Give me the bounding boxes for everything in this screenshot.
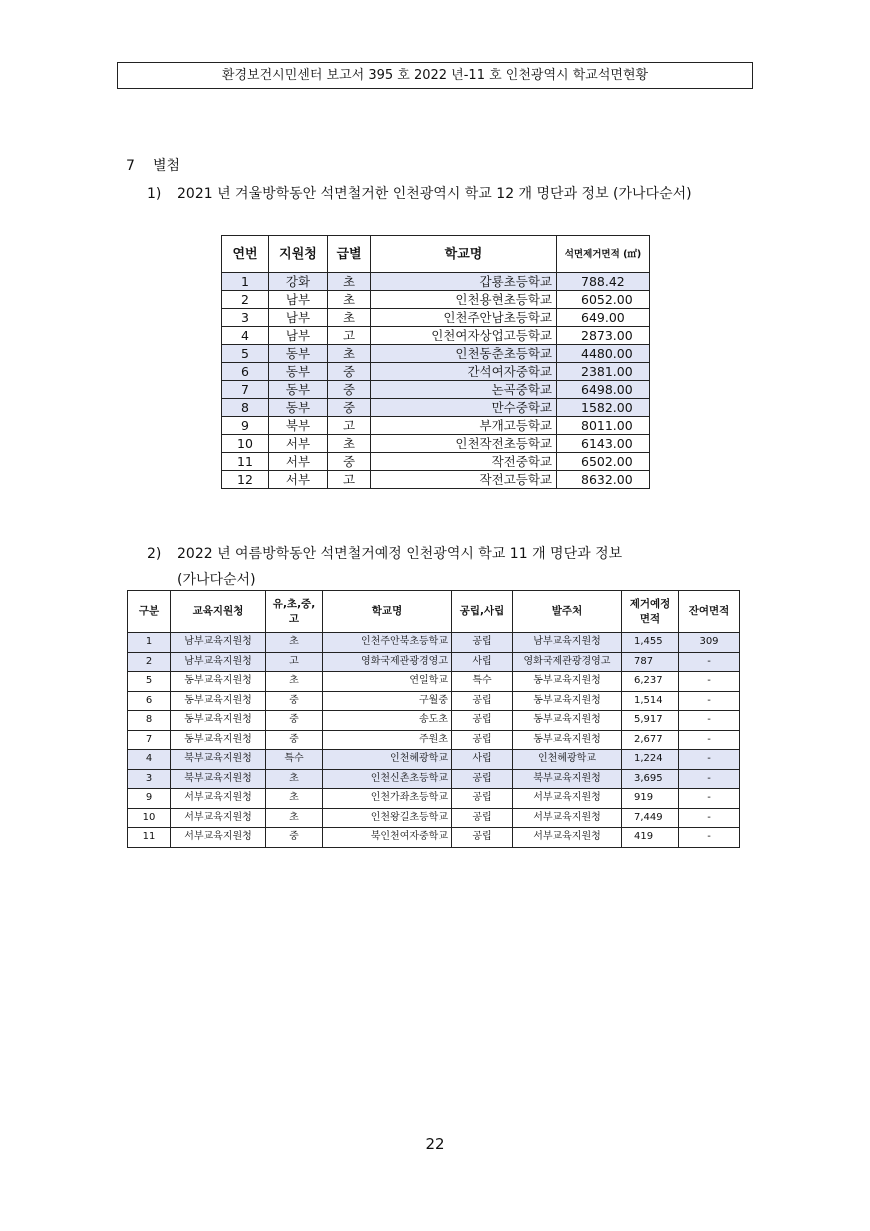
cell-office: 동부 — [269, 345, 328, 363]
cell-office: 동부 — [269, 363, 328, 381]
table-row — [222, 309, 650, 327]
cell-no: 4 — [128, 750, 171, 770]
cell-school: 인천주안남초등학교 — [371, 309, 557, 327]
cell-area: 2873.00 — [557, 327, 650, 345]
cell-school-name: 구월중 — [323, 691, 452, 711]
cell-school: 인천여자상업고등학교 — [371, 327, 557, 345]
cell-edu-office: 동부교육지원청 — [171, 672, 266, 692]
cell-no: 9 — [128, 789, 171, 809]
cell-public-private: 공립 — [452, 828, 513, 848]
cell-public-private: 공립 — [452, 769, 513, 789]
cell-public-private: 공립 — [452, 691, 513, 711]
cell-school-level: 특수 — [266, 750, 323, 770]
cell-edu-office: 남부교육지원청 — [171, 652, 266, 672]
cell-area: 6502.00 — [557, 453, 650, 471]
cell-school-name: 인천왕길초등학교 — [323, 808, 452, 828]
cell-remaining-area: - — [679, 750, 740, 770]
cell-client: 서부교육지원청 — [513, 789, 622, 809]
cell-no: 7 — [222, 381, 269, 399]
cell-level: 초 — [328, 273, 371, 291]
cell-school: 인천동춘초등학교 — [371, 345, 557, 363]
cell-office: 남부 — [269, 291, 328, 309]
cell-school: 부개고등학교 — [371, 417, 557, 435]
cell-public-private: 사립 — [452, 750, 513, 770]
table-row — [222, 291, 650, 309]
cell-expected-area: 1,514 — [622, 691, 679, 711]
cell-area: 6052.00 — [557, 291, 650, 309]
cell-edu-office: 동부교육지원청 — [171, 730, 266, 750]
cell-no: 4 — [222, 327, 269, 345]
page-number: 22 — [425, 1135, 445, 1153]
cell-client: 동부교육지원청 — [513, 691, 622, 711]
cell-no: 12 — [222, 471, 269, 489]
cell-expected-area: 6,237 — [622, 672, 679, 692]
cell-expected-area: 7,449 — [622, 808, 679, 828]
cell-edu-office: 북부교육지원청 — [171, 769, 266, 789]
table-row — [128, 691, 740, 711]
cell-remaining-area: - — [679, 691, 740, 711]
table-row — [128, 789, 740, 809]
cell-client: 인천혜광학교 — [513, 750, 622, 770]
cell-edu-office: 서부교육지원청 — [171, 789, 266, 809]
cell-area: 8011.00 — [557, 417, 650, 435]
subsection-2-title: 2022 년 여름방학동안 석면철거예정 인천광역시 학교 11 개 명단과 정보 — [177, 546, 623, 562]
cell-edu-office: 남부교육지원청 — [171, 633, 266, 653]
table-row — [222, 363, 650, 381]
subsection-2 — [147, 543, 622, 589]
cell-area: 788.42 — [557, 273, 650, 291]
subsection-1-title: 2021 년 겨울방학동안 석면철거한 인천광역시 학교 12 개 명단과 정보 (가나다순서) — [177, 186, 692, 202]
cell-public-private: 공립 — [452, 789, 513, 809]
cell-edu-office: 동부교육지원청 — [171, 711, 266, 731]
cell-level: 초 — [328, 345, 371, 363]
col-header-level: 급별 — [328, 236, 371, 273]
cell-no: 2 — [222, 291, 269, 309]
cell-office: 서부 — [269, 453, 328, 471]
cell-edu-office: 서부교육지원청 — [171, 808, 266, 828]
cell-level: 중 — [328, 363, 371, 381]
table-row — [222, 417, 650, 435]
section-title-text: 별첨 — [153, 158, 181, 174]
table-row — [222, 327, 650, 345]
cell-school-name: 연일학교 — [323, 672, 452, 692]
table-row — [222, 273, 650, 291]
cell-no: 5 — [128, 672, 171, 692]
cell-remaining-area: - — [679, 789, 740, 809]
cell-school: 만수중학교 — [371, 399, 557, 417]
cell-public-private: 공립 — [452, 730, 513, 750]
cell-area: 6498.00 — [557, 381, 650, 399]
cell-level: 초 — [328, 309, 371, 327]
cell-no: 8 — [222, 399, 269, 417]
cell-school-name: 인천주안북초등학교 — [323, 633, 452, 653]
cell-public-private: 사립 — [452, 652, 513, 672]
cell-remaining-area: - — [679, 672, 740, 692]
table-row — [222, 399, 650, 417]
cell-school-level: 초 — [266, 808, 323, 828]
cell-no: 11 — [222, 453, 269, 471]
table-row — [222, 471, 650, 489]
cell-no: 8 — [128, 711, 171, 731]
cell-school-name: 인천혜광학교 — [323, 750, 452, 770]
cell-expected-area: 787 — [622, 652, 679, 672]
cell-client: 서부교육지원청 — [513, 808, 622, 828]
cell-school-name: 인천가좌초등학교 — [323, 789, 452, 809]
cell-no: 6 — [128, 691, 171, 711]
col-header-area: 석면제거면적 (㎡) — [557, 236, 650, 273]
table-row — [128, 652, 740, 672]
cell-school-name: 영화국제관광경영고 — [323, 652, 452, 672]
section-number: 7 — [126, 158, 135, 174]
cell-area: 4480.00 — [557, 345, 650, 363]
cell-area: 649.00 — [557, 309, 650, 327]
table-row — [222, 345, 650, 363]
cell-expected-area: 1,455 — [622, 633, 679, 653]
cell-school-name: 주원초 — [323, 730, 452, 750]
cell-remaining-area: - — [679, 828, 740, 848]
cell-office: 남부 — [269, 327, 328, 345]
cell-office: 북부 — [269, 417, 328, 435]
table-row — [128, 633, 740, 653]
table-row — [128, 828, 740, 848]
cell-client: 동부교육지원청 — [513, 730, 622, 750]
cell-level: 중 — [328, 399, 371, 417]
cell-school-name: 송도초 — [323, 711, 452, 731]
cell-client: 남부교육지원청 — [513, 633, 622, 653]
cell-no: 10 — [222, 435, 269, 453]
cell-school: 인천작전초등학교 — [371, 435, 557, 453]
cell-school-level: 중 — [266, 691, 323, 711]
cell-public-private: 공립 — [452, 808, 513, 828]
cell-school-name: 인천신촌초등학교 — [323, 769, 452, 789]
col-header-expected-area: 제거예정 면적 — [622, 591, 679, 633]
table-1-body — [222, 273, 650, 489]
cell-level: 고 — [328, 471, 371, 489]
table-row — [222, 435, 650, 453]
cell-school: 인천용현초등학교 — [371, 291, 557, 309]
cell-no: 1 — [222, 273, 269, 291]
col-header-no: 연번 — [222, 236, 269, 273]
cell-area: 1582.00 — [557, 399, 650, 417]
col-header-school-level: 유,초,중, 고 — [266, 591, 323, 633]
cell-level: 초 — [328, 291, 371, 309]
cell-edu-office: 서부교육지원청 — [171, 828, 266, 848]
cell-school-level: 초 — [266, 769, 323, 789]
cell-no: 7 — [128, 730, 171, 750]
table-2-body — [128, 633, 740, 848]
table-2-header-row — [128, 591, 740, 633]
table-row — [128, 711, 740, 731]
table-row — [128, 808, 740, 828]
cell-office: 강화 — [269, 273, 328, 291]
cell-school-name: 북인천여자중학교 — [323, 828, 452, 848]
cell-area: 6143.00 — [557, 435, 650, 453]
cell-remaining-area: - — [679, 808, 740, 828]
section-title — [126, 155, 180, 175]
cell-no: 1 — [128, 633, 171, 653]
cell-remaining-area: 309 — [679, 633, 740, 653]
cell-expected-area: 2,677 — [622, 730, 679, 750]
cell-no: 9 — [222, 417, 269, 435]
cell-school-level: 중 — [266, 828, 323, 848]
cell-expected-area: 1,224 — [622, 750, 679, 770]
cell-level: 중 — [328, 381, 371, 399]
cell-office: 서부 — [269, 471, 328, 489]
cell-no: 10 — [128, 808, 171, 828]
cell-area: 2381.00 — [557, 363, 650, 381]
col-header-client: 발주처 — [513, 591, 622, 633]
cell-school: 논곡중학교 — [371, 381, 557, 399]
cell-remaining-area: - — [679, 711, 740, 731]
col-header-remaining-area: 잔여면적 — [679, 591, 740, 633]
cell-level: 고 — [328, 417, 371, 435]
cell-public-private: 특수 — [452, 672, 513, 692]
subsection-1 — [147, 183, 692, 203]
cell-edu-office: 북부교육지원청 — [171, 750, 266, 770]
col-header-edu-office: 교육지원청 — [171, 591, 266, 633]
subsection-1-number: 1) — [147, 186, 162, 202]
cell-area: 8632.00 — [557, 471, 650, 489]
col-header-office: 지원청 — [269, 236, 328, 273]
cell-expected-area: 5,917 — [622, 711, 679, 731]
cell-client: 북부교육지원청 — [513, 769, 622, 789]
cell-no: 2 — [128, 652, 171, 672]
cell-no: 3 — [222, 309, 269, 327]
cell-school-level: 고 — [266, 652, 323, 672]
cell-public-private: 공립 — [452, 633, 513, 653]
cell-expected-area: 419 — [622, 828, 679, 848]
col-header-school: 학교명 — [371, 236, 557, 273]
cell-school-level: 초 — [266, 633, 323, 653]
cell-school-level: 중 — [266, 730, 323, 750]
cell-edu-office: 동부교육지원청 — [171, 691, 266, 711]
cell-public-private: 공립 — [452, 711, 513, 731]
cell-office: 동부 — [269, 399, 328, 417]
cell-expected-area: 3,695 — [622, 769, 679, 789]
cell-client: 동부교육지원청 — [513, 711, 622, 731]
cell-school-level: 중 — [266, 711, 323, 731]
report-header: 환경보건시민센터 보고서 395 호 2022 년-11 호 인천광역시 학교석면현황 — [117, 62, 753, 89]
cell-client: 동부교육지원청 — [513, 672, 622, 692]
cell-level: 중 — [328, 453, 371, 471]
cell-school: 작전고등학교 — [371, 471, 557, 489]
table-row — [128, 750, 740, 770]
subsection-2-number: 2) — [147, 546, 162, 562]
cell-no: 6 — [222, 363, 269, 381]
col-header-public-private: 공립,사립 — [452, 591, 513, 633]
cell-level: 초 — [328, 435, 371, 453]
table-1-header-row — [222, 236, 650, 273]
cell-school-level: 초 — [266, 672, 323, 692]
table-row — [128, 769, 740, 789]
cell-no: 11 — [128, 828, 171, 848]
cell-remaining-area: - — [679, 730, 740, 750]
table-2021-removed-schools — [221, 235, 650, 489]
cell-office: 서부 — [269, 435, 328, 453]
cell-expected-area: 919 — [622, 789, 679, 809]
table-row — [222, 381, 650, 399]
cell-remaining-area: - — [679, 769, 740, 789]
cell-no: 5 — [222, 345, 269, 363]
cell-no: 3 — [128, 769, 171, 789]
cell-client: 영화국제관광경영고 — [513, 652, 622, 672]
cell-client: 서부교육지원청 — [513, 828, 622, 848]
table-row — [222, 453, 650, 471]
cell-remaining-area: - — [679, 652, 740, 672]
subsection-2-title-cont: (가나다순서) — [177, 572, 256, 588]
cell-office: 동부 — [269, 381, 328, 399]
col-header-school-name: 학교명 — [323, 591, 452, 633]
cell-office: 남부 — [269, 309, 328, 327]
col-header-division: 구분 — [128, 591, 171, 633]
cell-school: 작전중학교 — [371, 453, 557, 471]
table-row — [128, 730, 740, 750]
table-row — [128, 672, 740, 692]
cell-school: 갑룡초등학교 — [371, 273, 557, 291]
cell-level: 고 — [328, 327, 371, 345]
cell-school: 간석여자중학교 — [371, 363, 557, 381]
cell-school-level: 초 — [266, 789, 323, 809]
table-2022-planned-schools — [127, 590, 740, 848]
